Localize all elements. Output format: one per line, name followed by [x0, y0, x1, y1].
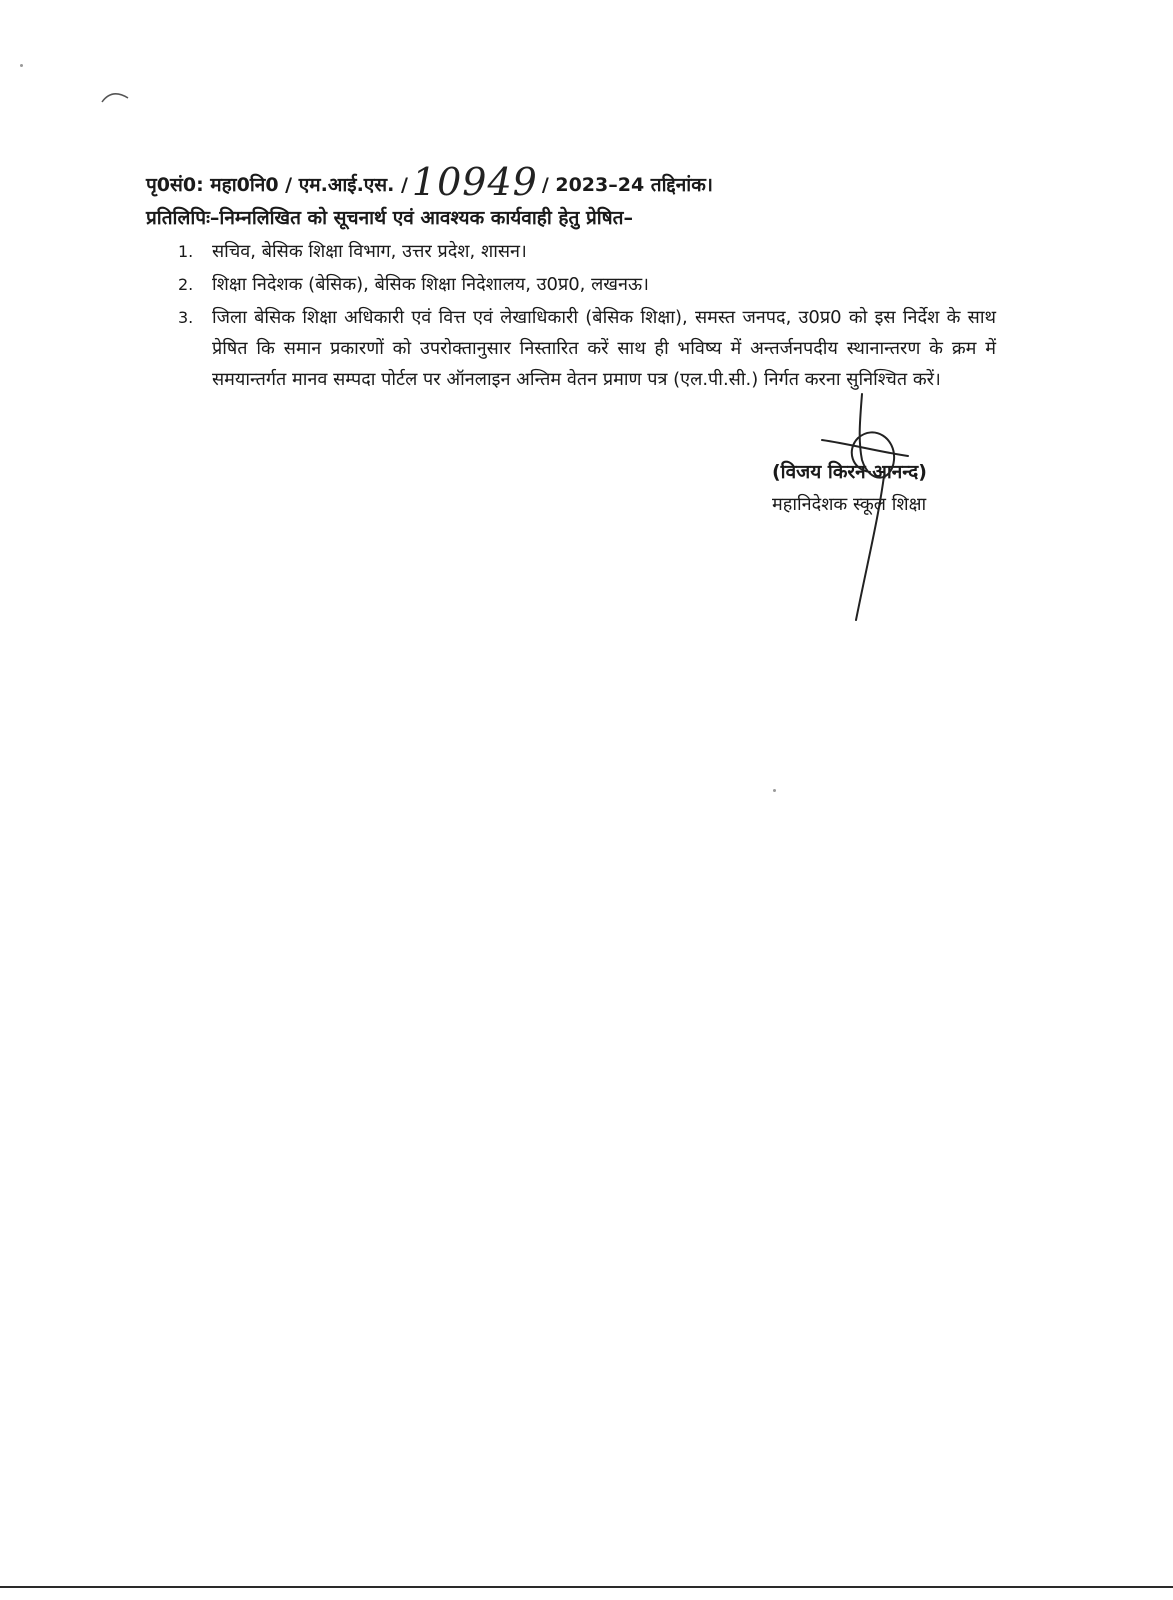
signatory-name: (विजय किरन आनन्द)	[772, 461, 927, 483]
scan-artifact-mark	[100, 88, 130, 106]
list-item-text: जिला बेसिक शिक्षा अधिकारी एवं वित्त एवं लेखाधिकारी (बेसिक शिक्षा), समस्त जनपद, उ0प्र0 को इस निर्देश के साथ प्रेषित कि समान प्रकारणों को उपरोक्तानुसार निस्तारित करें साथ ही भविष्य में अन्तर्जनपदीय स्थानान्तरण के क्रम में समयान्तर्गत मानव सम्पदा पोर्टल पर ऑनलाइन अन्तिम वेतन प्रमाण पत्र (एल.पी.सी.) निर्गत करना सुनिश्चित करें।	[212, 307, 996, 390]
reference-suffix: / 2023–24 तद्दिनांक।	[541, 174, 714, 196]
list-item	[178, 236, 996, 267]
list-item-number: 2.	[178, 275, 194, 294]
list-item-number: 1.	[178, 242, 194, 261]
list-item	[178, 302, 996, 395]
scan-speck	[20, 64, 23, 67]
scan-speck	[773, 789, 776, 792]
page-bottom-rule	[0, 1586, 1173, 1588]
signatory-designation: महानिदेशक स्कूल शिक्षा	[772, 494, 927, 515]
list-item-number: 3.	[178, 308, 194, 327]
list-item-text: सचिव, बेसिक शिक्षा विभाग, उत्तर प्रदेश, शासन।	[212, 241, 527, 262]
handwritten-reference-number: 10949	[411, 160, 538, 204]
copy-to-heading: प्रतिलिपिः–निम्नलिखित को सूचनार्थ एवं आवश्यक कार्यवाही हेतु प्रेषित–	[146, 207, 633, 229]
handwritten-signature	[810, 390, 920, 630]
list-item	[178, 269, 996, 300]
reference-prefix: पृ0सं0: महा0नि0 / एम.आई.एस. /	[146, 174, 408, 196]
recipient-list	[178, 236, 996, 397]
list-item-text: शिक्षा निदेशक (बेसिक), बेसिक शिक्षा निदेशालय, उ0प्र0, लखनऊ।	[212, 274, 649, 295]
reference-line	[146, 156, 714, 204]
